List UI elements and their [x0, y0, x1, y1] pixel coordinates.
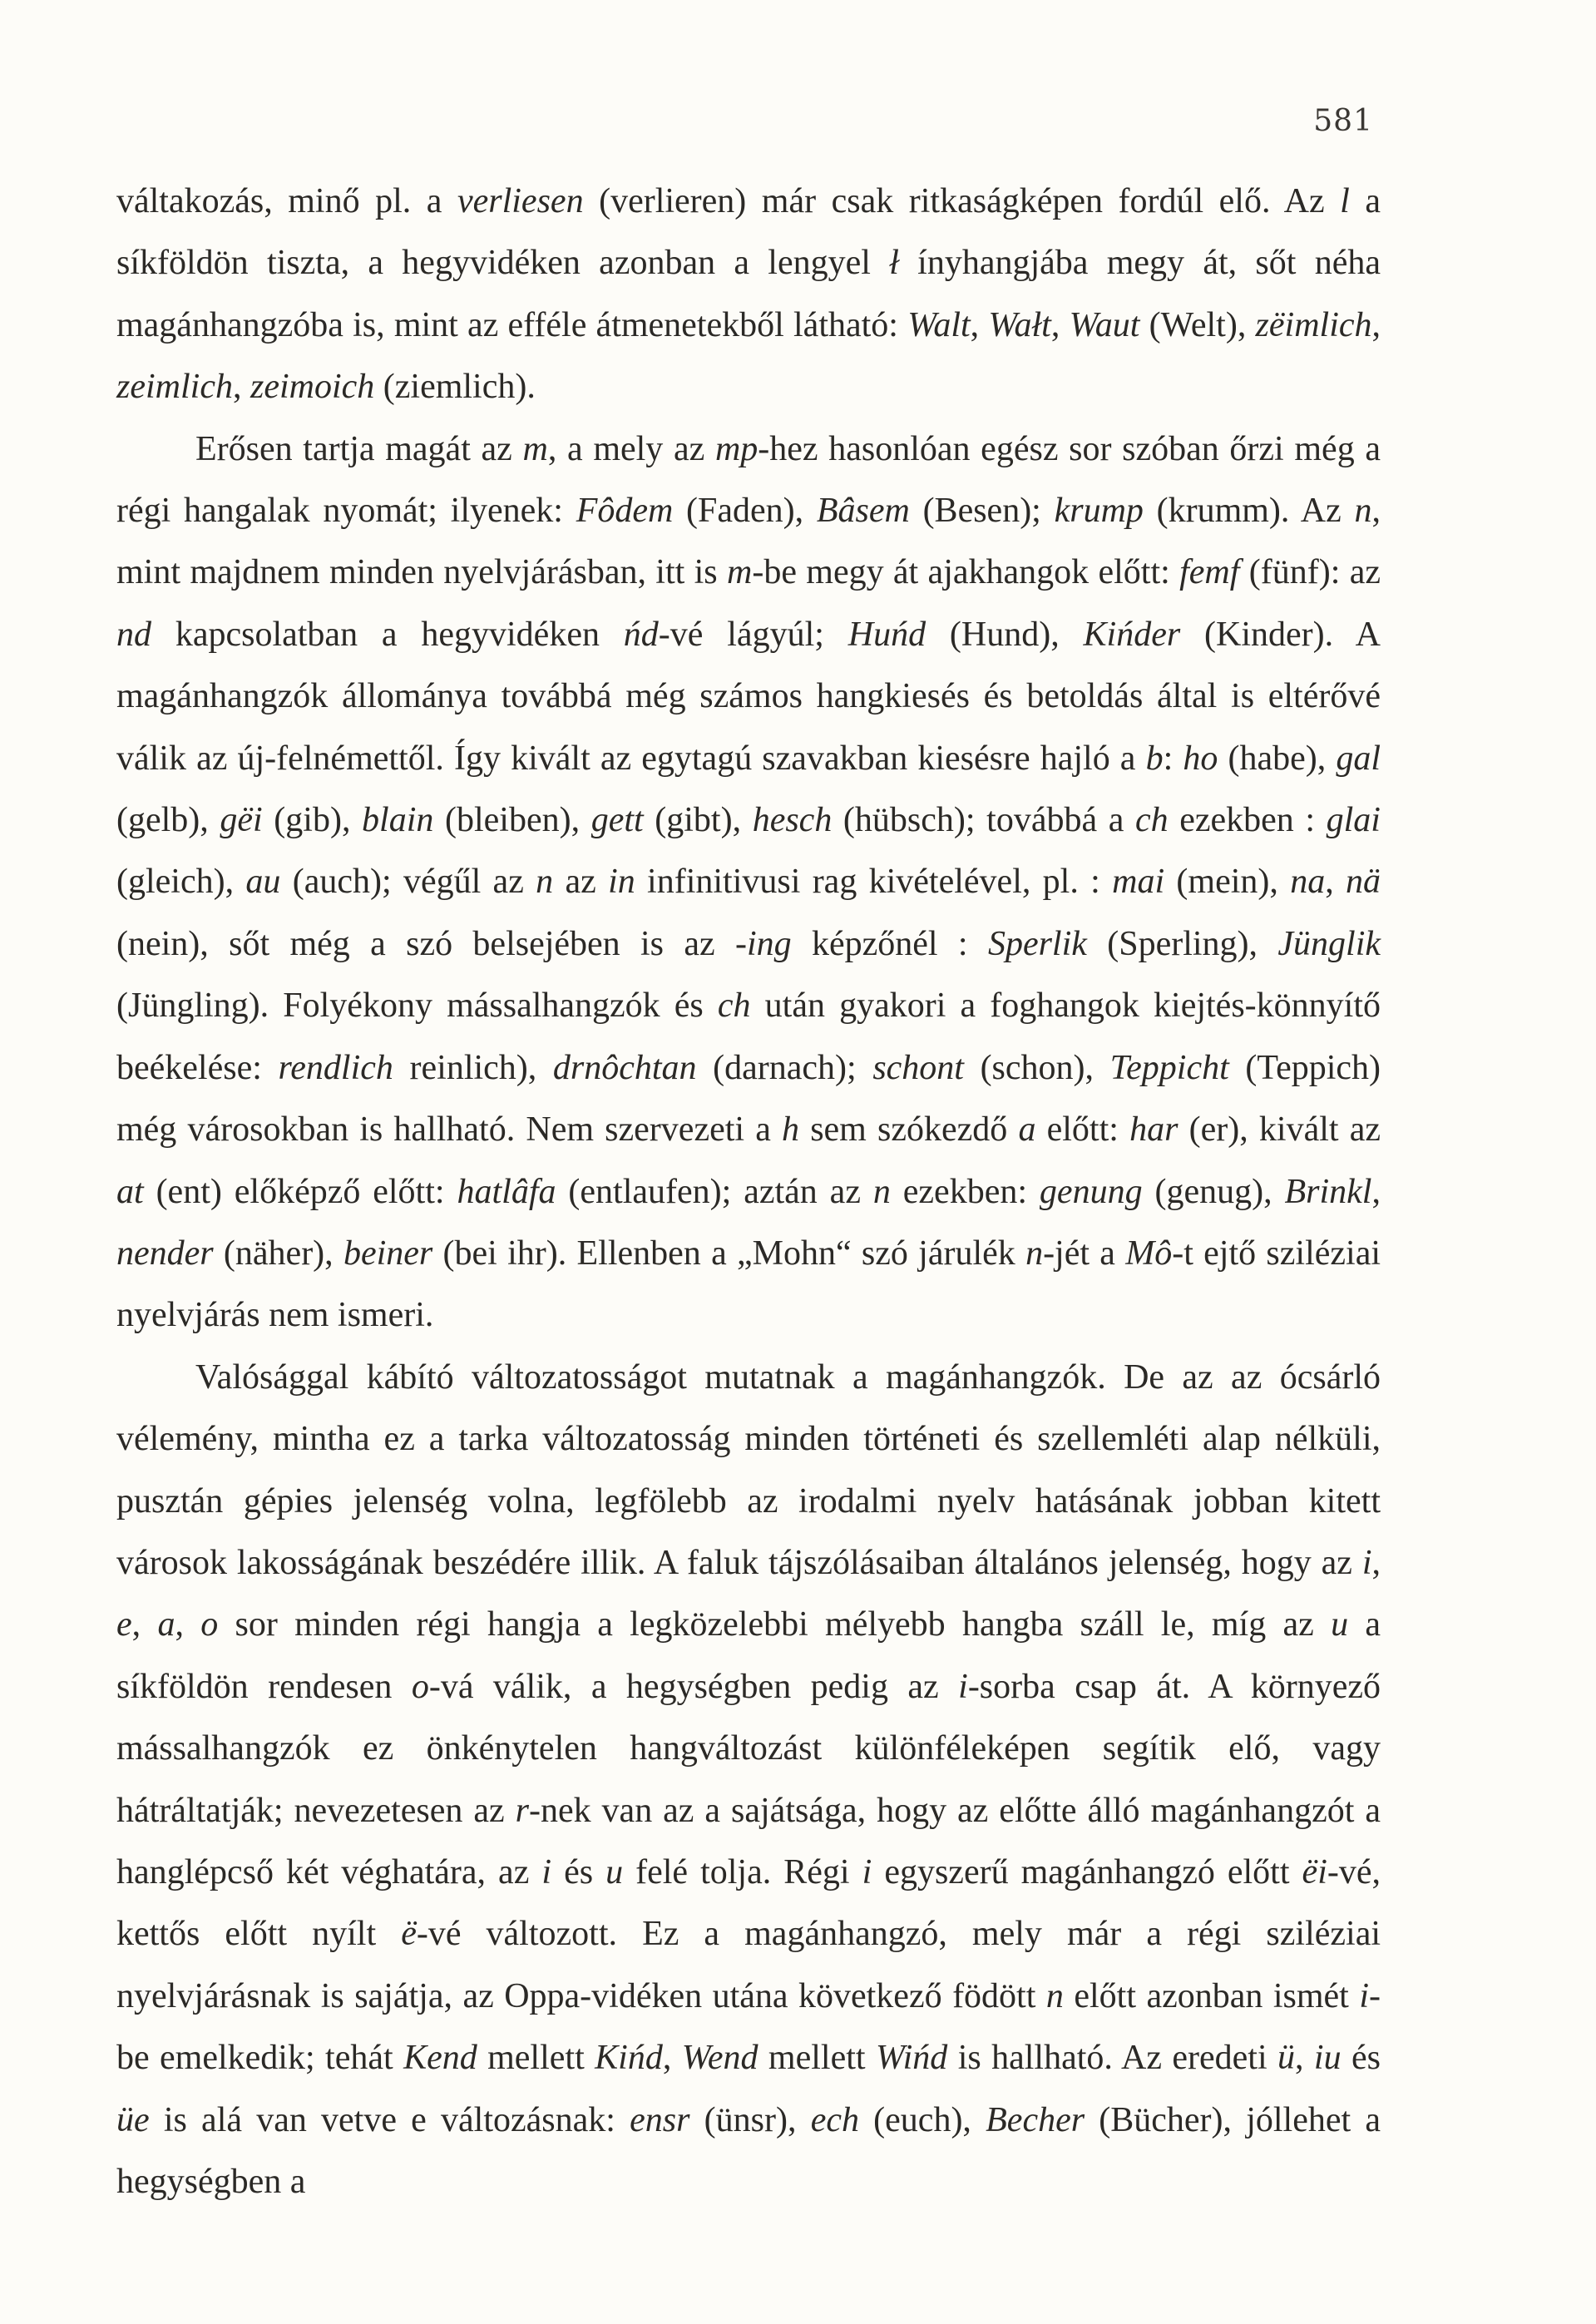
italic-term: i [862, 1852, 872, 1891]
italic-term: hesch [752, 801, 833, 840]
italic-term: u [605, 1852, 624, 1891]
text-run: előtt azonban ismét [1063, 1976, 1360, 2015]
italic-term: gett [590, 801, 644, 840]
italic-term: n [1354, 492, 1372, 531]
italic-term: au [245, 863, 281, 902]
text-run: és [551, 1852, 606, 1891]
text-run: (gelb), [116, 801, 220, 840]
text-run: , a mely az [547, 429, 715, 468]
text-run: váltakozás, minő pl. a [116, 182, 457, 220]
text-run: (krumm). Az [1143, 492, 1355, 531]
text-run: -sorba csap át. A környező mássalhangzók ez önkénytelen hangváltozást különféleképen segítik elő, vagy hátráltatják; nevezetesen az [116, 1667, 1381, 1830]
text-run: a síkföldön tiszta, a hegyvidéken azonban a lengyel [116, 182, 1381, 283]
italic-term: nd [116, 615, 151, 654]
text-run: (er), kivált az [1178, 1110, 1381, 1150]
italic-term: Kend [403, 2039, 477, 2078]
italic-term: Teppicht [1109, 1048, 1229, 1087]
italic-term: blain [362, 801, 434, 840]
text-run: előtt: [1035, 1110, 1130, 1150]
italic-term: beiner [343, 1234, 433, 1273]
text-run: (habe), [1218, 739, 1337, 778]
italic-term: n [1045, 1976, 1064, 2015]
text-run: , [1295, 2039, 1314, 2078]
italic-term: na [1290, 863, 1326, 902]
text-run: , [970, 305, 989, 344]
italic-term: m [726, 553, 753, 592]
italic-term: u [1331, 1605, 1349, 1644]
text-run: (Welt), [1139, 305, 1256, 344]
page-number: 581 [1313, 104, 1373, 138]
italic-term: -ing [735, 924, 792, 963]
italic-term: hatlâfa [457, 1172, 556, 1211]
text-run: is hallható. Az eredeti [947, 2039, 1278, 2078]
italic-term: mp [714, 429, 758, 468]
text-run: és [1341, 2039, 1381, 2078]
text-run: (ünsr), [689, 2100, 811, 2139]
text-run: (genug), [1142, 1172, 1285, 1211]
text-run: , [131, 1605, 158, 1644]
italic-term: üe [116, 2100, 150, 2139]
text-run: (verlieren) már csak ritkaságképen fordúl elő. Az [583, 182, 1341, 220]
italic-term: krump [1054, 492, 1144, 531]
italic-term: Wałt [988, 305, 1051, 344]
text-run: (Teppich) még városokban is hallható. Nem szervezeti a [116, 1048, 1381, 1150]
text-run: kapcsolatban a hegyvidéken [151, 615, 624, 654]
italic-term: m [522, 429, 548, 468]
text-run: (fünf): az [1239, 553, 1381, 592]
text-run: reinlich), [393, 1048, 553, 1087]
italic-term: at [116, 1172, 144, 1211]
text-run: -vé változott. Ez a magánhangzó, mely már a régi sziléziai nyelvjárásnak is sajátja, az Oppa-vidéken utána következő födött [116, 1915, 1381, 2015]
italic-term: Fôdem [576, 492, 674, 531]
italic-term: Jünglik [1277, 924, 1381, 963]
text-run: (Faden), [673, 492, 817, 531]
italic-term: Kińder [1083, 615, 1181, 654]
italic-term: i [958, 1667, 968, 1706]
italic-term: femf [1179, 553, 1240, 592]
italic-term: ë [401, 1915, 417, 1954]
text-run: mellett [477, 2039, 595, 2078]
text-run: ínyhangjába megy át, sőt néha magánhangzóba is, mint az efféle átmenetekből látható: [116, 244, 1381, 344]
text-run: (Jüngling). Folyékony mássalhangzók és [116, 986, 718, 1026]
text-run: , [175, 1605, 201, 1644]
text-run: (näher), [213, 1234, 343, 1273]
text-run: is alá van vetve e változásnak: [149, 2100, 630, 2139]
text-run: (hübsch); továbbá a [832, 801, 1135, 840]
italic-term: gëi [220, 801, 263, 840]
text-run: ezekben: [890, 1172, 1040, 1211]
italic-term: mai [1112, 863, 1165, 902]
italic-term: Mô [1125, 1234, 1173, 1273]
paragraph [116, 418, 1381, 1347]
text-run: (darnach); [696, 1048, 873, 1087]
text-run: (bleiben), [433, 801, 591, 840]
text-run: : [1163, 739, 1183, 778]
text-run: után gyakori a foghangok kiejtés-könnyítő beékelése: [116, 986, 1381, 1087]
italic-term: Kińd [595, 2039, 663, 2078]
text-run: (nein), sőt még a szó belsejében is az [116, 924, 735, 963]
text-run: (gleich), [116, 863, 246, 902]
text-run: -be emelkedik; tehát [116, 1976, 1381, 2078]
text-run: felé tolja. Régi [623, 1852, 862, 1891]
text-run: (schon), [963, 1048, 1110, 1087]
italic-term: ëi [1302, 1852, 1327, 1891]
italic-term: Brinkl [1284, 1172, 1372, 1211]
italic-term: zeimlich [116, 368, 233, 407]
text-run: -jét a [1043, 1234, 1126, 1273]
text-run: -nek van az a sajátsága, hogy az előtte álló magánhangzót a hanglépcső két véghatára, az [116, 1791, 1381, 1891]
italic-term: h [782, 1110, 800, 1150]
text-run: ezekben : [1168, 801, 1327, 840]
paragraph [116, 171, 1381, 418]
text-run: a síkföldön rendesen [116, 1605, 1381, 1706]
text-run: -vé lágyúl; [658, 615, 848, 654]
text-run: (bei ihr). Ellenben a „Mohn“ szó járulék [432, 1234, 1026, 1273]
text-run: (ziemlich). [374, 368, 536, 407]
paragraph [116, 1347, 1381, 2213]
italic-term: Walt [907, 305, 971, 344]
text-run: -vá válik, a hegységben pedig az [428, 1667, 959, 1706]
text-run: sor minden régi hangja a legközelebbi mélyebb hangba száll le, míg az [218, 1605, 1332, 1644]
italic-term: ł [889, 244, 899, 283]
text-run: (auch); végűl az [280, 863, 536, 902]
italic-term: verliesen [457, 182, 584, 220]
text-run: az [553, 863, 609, 902]
text-run: sem szókezdő [799, 1110, 1019, 1150]
text-run: , [1371, 1172, 1381, 1211]
text-run: egyszerű magánhangzó előtt [872, 1852, 1302, 1891]
italic-term: in [608, 863, 635, 902]
text-run: (entlaufen); aztán az [556, 1172, 873, 1211]
italic-term: n [872, 1172, 891, 1211]
text-run: (Sperling), [1086, 924, 1278, 963]
text-run: (Besen); [909, 492, 1055, 531]
text-run: mellett [758, 2039, 876, 2078]
italic-term: schont [872, 1048, 964, 1087]
text-run: , [1371, 1543, 1381, 1582]
italic-term: zeimoich [250, 368, 375, 407]
italic-term: glai [1326, 801, 1381, 840]
italic-term: har [1129, 1110, 1178, 1150]
text-run: , mint majdnem minden nyelvjárásban, itt is [116, 492, 1381, 592]
italic-term: ensr [630, 2100, 690, 2139]
text-run: Valósággal kábító változatosságot mutatnak a magánhangzók. De az az ócsárló vélemény, mintha ez a tarka változatosság minden történeti és szellemléti alap nélküli, pusztán gépies jelenség volna, legfölebb az irodalmi nyelv hatásának jobban kitett városok lakosságának beszédére illik. A faluk tájszólásaiban általános jelenség, hogy az [116, 1357, 1381, 1582]
italic-term: Wend [681, 2039, 758, 2078]
text-run: -hez hasonlóan egész sor szóban őrzi még a régi hangalak nyomát; ilyenek: [116, 429, 1381, 531]
italic-term: ü [1277, 2039, 1296, 2078]
italic-term: ho [1183, 739, 1218, 778]
italic-term: Becher [986, 2100, 1085, 2139]
italic-term: gal [1336, 739, 1381, 778]
text-run: , [1371, 305, 1381, 344]
text-run: , [232, 368, 250, 407]
italic-term: n [1025, 1234, 1044, 1273]
italic-term: ch [1134, 801, 1169, 840]
body-text [116, 171, 1381, 2213]
italic-term: rendlich [278, 1048, 393, 1087]
italic-term: a [1018, 1110, 1036, 1150]
text-run: képzőnél : [791, 924, 988, 963]
text-run: , [1050, 305, 1070, 344]
italic-term: Sperlik [987, 924, 1087, 963]
text-run: Erősen tartja magát az [195, 429, 523, 468]
italic-term: a [157, 1605, 175, 1644]
text-run: (ent) előképző előtt: [143, 1172, 457, 1211]
text-run: infinitivusi rag kivételével, pl. : [635, 863, 1113, 902]
text-run: -be megy át ajakhangok előtt: [752, 553, 1180, 592]
italic-term: b [1145, 739, 1164, 778]
italic-term: drnôchtan [552, 1048, 697, 1087]
text-run: (euch), [858, 2100, 986, 2139]
text-run: -vé, kettős előtt nyílt [116, 1852, 1381, 1954]
text-run: -t ejtő sziléziai nyelvjárás nem ismeri. [116, 1234, 1381, 1335]
italic-term: nender [116, 1234, 214, 1273]
italic-term: Wińd [875, 2039, 948, 2078]
text-run: , [1325, 863, 1346, 902]
italic-term: i [1359, 1976, 1369, 2015]
italic-term: n [536, 863, 554, 902]
italic-term: ech [810, 2100, 859, 2139]
italic-term: r [515, 1791, 529, 1830]
text-run: (mein), [1164, 863, 1291, 902]
text-run: (Kinder). A magánhangzók állománya továbbá még számos hangkiesés és betoldás által is eltérővé válik az új-felnémettől. Így kivált az egytagú szavakban kiesésre hajló a [116, 615, 1381, 778]
italic-term: e [116, 1605, 132, 1644]
text-run: (Bücher), jóllehet a hegységben a [116, 2100, 1381, 2201]
italic-term: zëimlich [1255, 305, 1372, 344]
italic-term: Waut [1069, 305, 1140, 344]
italic-term: o [200, 1605, 219, 1644]
text-run: , [662, 2039, 682, 2078]
italic-term: l [1340, 182, 1350, 220]
italic-term: Bâsem [816, 492, 910, 531]
italic-term: nä [1346, 863, 1381, 902]
italic-term: ńd [623, 615, 659, 654]
italic-term: Huńd [847, 615, 926, 654]
italic-term: iu [1313, 2039, 1342, 2078]
text-run: (gibt), [643, 801, 753, 840]
text-run: (gib), [262, 801, 363, 840]
italic-term: genung [1039, 1172, 1143, 1211]
italic-term: o [411, 1667, 429, 1706]
italic-term: i [1361, 1543, 1372, 1582]
italic-term: ch [717, 986, 751, 1026]
text-run: (Hund), [926, 615, 1084, 654]
italic-term: i [541, 1852, 552, 1891]
